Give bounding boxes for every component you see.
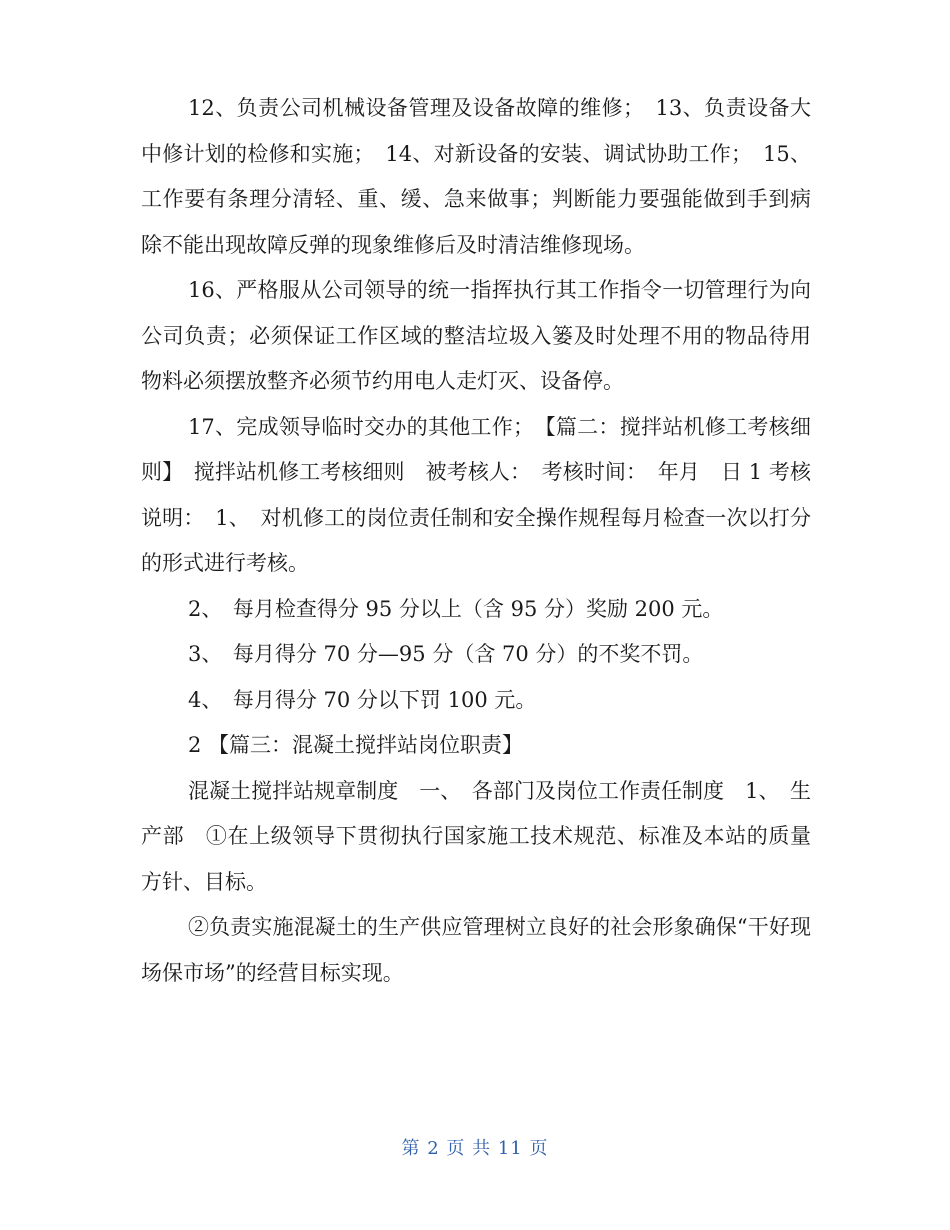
paragraph-duties-12-15: 12、负责公司机械设备管理及设备故障的维修； 13、负责设备大中修计划的检修和实施； 14、对新设备的安装、调试协助工作； 15、工作要有条理分清轻、重、缓、急来做事；判断能力要强能做到手到病除不能出现故障反弹的现象维修后及时清洁维修现场。 bbox=[141, 96, 811, 257]
section-heading-part-3: 2 【篇三：混凝土搅拌站岗位职责】 bbox=[188, 733, 524, 757]
paragraph-duty-17-and-assessment: 17、完成领导临时交办的其他工作； 【篇二：搅拌站机修工考核细则】 搅拌站机修工考核细则 被考核人： 考核时间： 年月 日 1 考核说明： 1、 对机修工的岗位责任制和安全操作规程每月检查一次以打分的形式进行考核。 bbox=[141, 414, 811, 575]
paragraph-production-supply: ②负责实施混凝土的生产供应管理树立良好的社会形象确保“干好现场保市场”的经营目标实现。 bbox=[141, 915, 811, 985]
paragraph-rule-3: 3、 每月得分 70 分—95 分（含 70 分）的不奖不罚。 bbox=[188, 642, 704, 666]
paragraph-duty-16: 16、严格服从公司领导的统一指挥执行其工作指令一切管理行为向公司负责；必须保证工作区域的整洁垃圾入篓及时处理不用的物品待用物料必须摆放整齐必须节约用电人走灯灭、设备停。 bbox=[141, 278, 811, 393]
page-number-footer: 第 2 页 共 11 页 bbox=[401, 1138, 549, 1159]
paragraph-rule-2: 2、 每月检查得分 95 分以上（含 95 分）奖励 200 元。 bbox=[188, 596, 724, 621]
paragraph-regulations-production: 混凝土搅拌站规章制度 一、 各部门及岗位工作责任制度 1、 生产部 ①在上级领导下贯彻执行国家施工技术规范、标准及本站的质量方针、目标。 bbox=[141, 778, 811, 894]
paragraph-rule-4: 4、 每月得分 70 分以下罚 100 元。 bbox=[188, 687, 537, 712]
document-body bbox=[141, 86, 811, 996]
